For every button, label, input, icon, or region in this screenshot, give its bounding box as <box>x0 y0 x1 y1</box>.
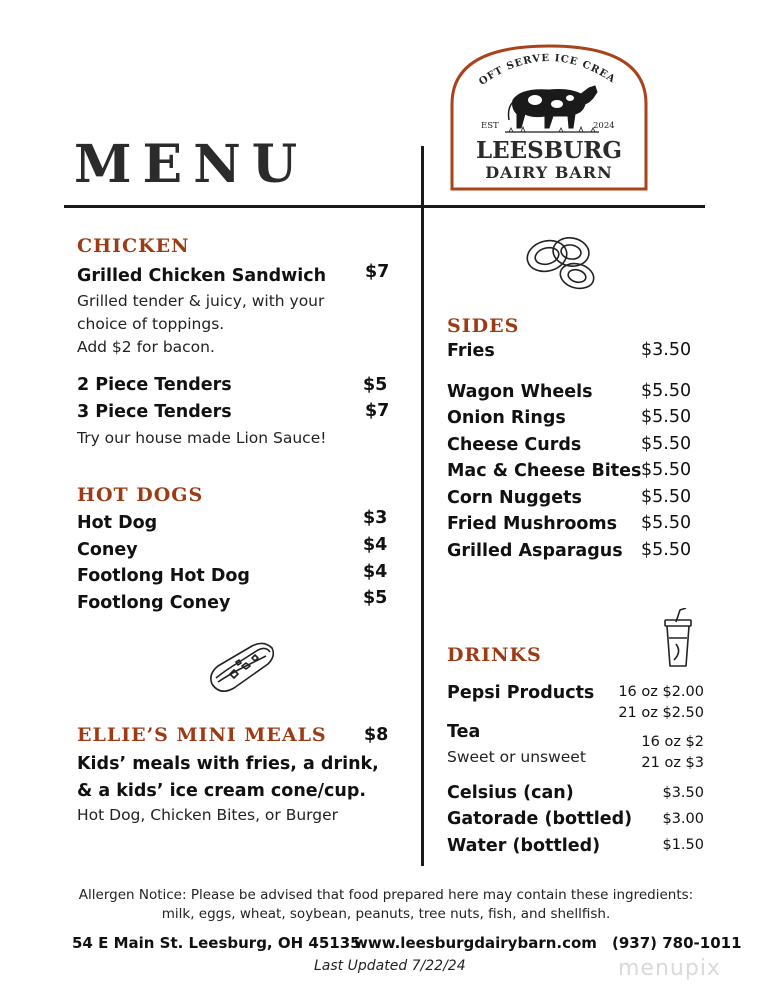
price-coney: $4 <box>363 535 388 555</box>
menu-item-footlong-hot-dog: Footlong Hot Dog <box>77 566 250 586</box>
drink-cup-icon <box>662 608 694 670</box>
grilled-chicken-desc-2: choice of toppings. <box>77 315 225 333</box>
price-hot-dog: $3 <box>363 508 388 528</box>
drink-price-tea-21: 21 oz $3 <box>641 755 704 771</box>
allergen-notice-line-2: milk, eggs, wheat, soybean, peanuts, tree nuts, fish, and shellfish. <box>161 906 611 922</box>
last-updated: Last Updated 7/22/24 <box>314 958 466 974</box>
drink-price-tea-16: 16 oz $2 <box>641 734 704 750</box>
drink-item-tea: Tea <box>447 722 481 742</box>
horizontal-divider <box>64 205 705 208</box>
mini-meals-heading: ELLIE’S MINI MEALS <box>77 724 327 746</box>
drink-price-gatorade: $3.00 <box>662 811 704 827</box>
price-footlong-coney: $5 <box>363 588 388 608</box>
menu-item-footlong-coney: Footlong Coney <box>77 593 231 613</box>
logo-name-line1: LEESBURG <box>475 137 623 164</box>
side-price-mac-cheese-bites: $5.50 <box>641 460 692 480</box>
website-link[interactable]: www.leesburgdairybarn.com <box>354 934 597 952</box>
logo-name-line2: DAIRY BARN <box>485 163 613 182</box>
side-price-corn-nuggets: $5.50 <box>641 487 692 507</box>
address: 54 E Main St. Leesburg, OH 45135 <box>72 934 361 952</box>
watermark: menupix <box>618 956 721 981</box>
logo-frame <box>449 42 649 192</box>
drink-item-water: Water (bottled) <box>447 836 601 856</box>
logo <box>449 42 649 192</box>
hot-dog-icon <box>206 640 278 696</box>
side-price-cheese-curds: $5.50 <box>641 434 692 454</box>
menu-item-grilled-chicken: Grilled Chicken Sandwich <box>77 266 327 286</box>
hot-dogs-heading: HOT DOGS <box>77 484 204 506</box>
menu-item-2-piece-tenders: 2 Piece Tenders <box>77 375 232 395</box>
tenders-note: Try our house made Lion Sauce! <box>77 429 327 447</box>
grilled-chicken-desc-3: Add $2 for bacon. <box>77 338 215 356</box>
chicken-heading: CHICKEN <box>77 235 190 257</box>
drink-item-celsius: Celsius (can) <box>447 783 574 803</box>
mini-meals-options: Hot Dog, Chicken Bites, or Burger <box>77 806 339 824</box>
price-2-piece-tenders: $5 <box>363 375 388 395</box>
page-title: MENU <box>74 134 309 195</box>
drink-price-pepsi-16: 16 oz $2.00 <box>618 684 704 700</box>
side-item-wagon-wheels: Wagon Wheels <box>447 382 593 402</box>
side-item-onion-rings: Onion Rings <box>447 408 566 428</box>
side-price-onion-rings: $5.50 <box>641 407 692 427</box>
drink-item-gatorade: Gatorade (bottled) <box>447 809 633 829</box>
side-item-fries: Fries <box>447 341 495 361</box>
price-footlong-hot-dog: $4 <box>363 562 388 582</box>
grilled-chicken-desc-1: Grilled tender & juicy, with your <box>77 292 325 310</box>
side-price-fried-mushrooms: $5.50 <box>641 513 692 533</box>
side-item-fried-mushrooms: Fried Mushrooms <box>447 514 618 534</box>
price-mini-meals: $8 <box>364 725 389 745</box>
vertical-divider <box>421 146 424 866</box>
price-3-piece-tenders: $7 <box>365 401 390 421</box>
side-item-grilled-asparagus: Grilled Asparagus <box>447 541 623 561</box>
logo-est-year: 2024 <box>593 121 615 131</box>
drink-item-pepsi: Pepsi Products <box>447 683 595 703</box>
mini-meals-line-1: Kids’ meals with fries, a drink, <box>77 754 379 774</box>
side-price-grilled-asparagus: $5.50 <box>641 540 692 560</box>
drinks-heading: DRINKS <box>447 644 542 666</box>
drink-price-water: $1.50 <box>662 837 704 853</box>
menu-item-coney: Coney <box>77 540 138 560</box>
logo-est-label: EST <box>481 121 499 131</box>
phone-number[interactable]: (937) 780-1011 <box>612 934 742 952</box>
side-price-wagon-wheels: $5.50 <box>641 381 692 401</box>
drink-price-pepsi-21: 21 oz $2.50 <box>618 705 704 721</box>
logo-arc-text: OFT SERVE ICE CREA <box>477 52 618 88</box>
side-item-mac-cheese-bites: Mac & Cheese Bites <box>447 461 642 481</box>
allergen-notice-line-1: Allergen Notice: Please be advised that food prepared here may contain these ingredients: <box>78 887 694 903</box>
sides-heading: SIDES <box>447 315 520 337</box>
drink-tea-desc: Sweet or unsweet <box>447 748 586 766</box>
menu-item-3-piece-tenders: 3 Piece Tenders <box>77 402 232 422</box>
price-grilled-chicken: $7 <box>365 262 390 282</box>
side-item-corn-nuggets: Corn Nuggets <box>447 488 582 508</box>
side-price-fries: $3.50 <box>641 340 692 360</box>
drink-price-celsius: $3.50 <box>662 785 704 801</box>
onion-rings-icon <box>523 232 599 294</box>
mini-meals-line-2: & a kids’ ice cream cone/cup. <box>77 781 367 801</box>
side-item-cheese-curds: Cheese Curds <box>447 435 582 455</box>
menu-item-hot-dog: Hot Dog <box>77 513 158 533</box>
